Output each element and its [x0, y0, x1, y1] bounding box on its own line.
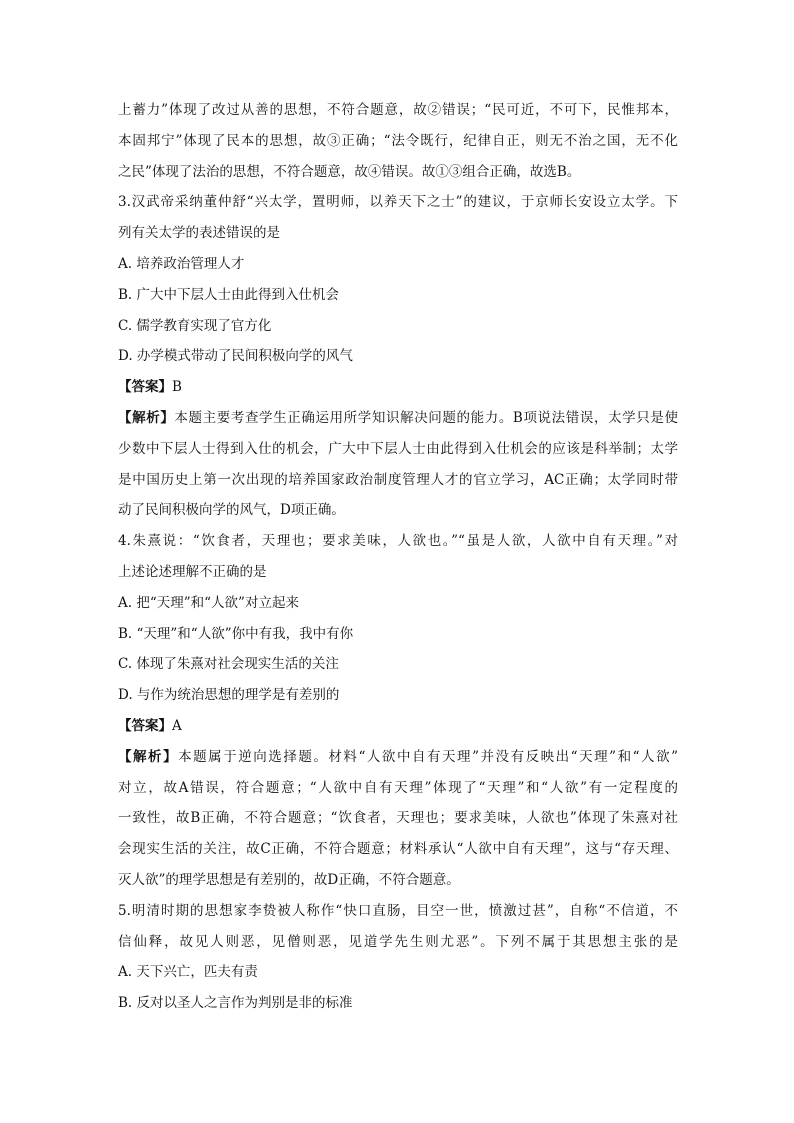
text-line: 是中国历史上第一次出现的培养国家政治制度管理人才的官立学习，AC正确；太学同时带: [118, 471, 678, 488]
option-a: A. 天下兴亡，匹夫有责: [118, 964, 258, 981]
text-line: 少数中下层人士得到入仕的机会，广大中下层人士由此得到入仕机会的应该是科举制；太学: [118, 440, 678, 457]
analysis-line: [118, 403, 678, 434]
text-line: 动了民间积极向学的风气，D项正确。: [118, 502, 345, 519]
option-b: B. 广大中下层人士由此得到入仕机会: [118, 286, 340, 303]
text-line: 一致性，故B正确，不符合题意；“饮食者，天理也；要求美味，人欲也”体现了朱熹对社: [118, 810, 678, 827]
document-body: [118, 95, 678, 1019]
question-4-stem: 4.朱熹说：“饮食者，天理也；要求美味，人欲也。”“虽是人欲，人欲中自有天理。”对: [118, 533, 678, 550]
option-d: D. 与作为统治思想的理学是有差别的: [118, 687, 340, 704]
question-3-stem: 列有关太学的表述错误的是: [118, 225, 280, 242]
text-line: 灭人欲”的理学思想是有差别的，故D正确，不符合题意。: [118, 871, 460, 888]
analysis-tag: 【解析】: [118, 409, 175, 426]
option-b: B. 反对以圣人之言作为判别是非的标准: [118, 995, 353, 1012]
analysis-text: 本题属于逆向选择题。材料“人欲中自有天理”并没有反映出“天理”和“人欲”: [178, 748, 679, 765]
option-c: C. 体现了朱熹对社会现实生活的关注: [118, 656, 339, 673]
answer-line: [118, 372, 678, 403]
analysis-line: [118, 742, 678, 773]
question-5-stem: 5.明清时期的思想家李贽被人称作“快口直肠，目空一世，愤激过甚”，自称“不信道，不: [118, 902, 678, 919]
question-3-stem: 3.汉武帝采纳董仲舒“兴太学，置明师，以养天下之士”的建议，于京师长安设立太学。下: [118, 194, 678, 211]
question-4-stem: 上述论述理解不正确的是: [118, 563, 267, 580]
answer-value: B: [172, 379, 182, 396]
text-line: 上蓄力”体现了改过从善的思想，不符合题意，故②错误；“民可近，不可下，民惟邦本，: [118, 102, 678, 118]
option-d: D. 办学模式带动了民间积极向学的风气: [118, 348, 353, 365]
text-line: 会现实生活的关注，故C正确，不符合题意；材料承认“人欲中自有天理”，这与“存天理、: [118, 841, 678, 858]
text-line: 对立，故A错误，符合题意；“人欲中自有天理”体现了“天理”和“人欲”有一定程度的: [118, 779, 678, 796]
answer-value: A: [172, 717, 182, 734]
option-a: A. 培养政治管理人才: [118, 255, 245, 272]
answer-line: [118, 711, 678, 742]
text-line: 之民”体现了法治的思想，不符合题意，故④错误。故①③组合正确，故选B。: [118, 163, 581, 180]
answer-tag: 【答案】: [118, 379, 172, 396]
analysis-text: 本题主要考查学生正确运用所学知识解决问题的能力。B项说法错误，太学只是使: [174, 409, 679, 426]
answer-tag: 【答案】: [118, 717, 172, 734]
question-5-stem: 信仙释，故见人则恶，见僧则恶，见道学先生则尤恶”。下列不属于其思想主张的是: [118, 933, 678, 950]
text-line: 本固邦宁”体现了民本的思想，故③正确；“法令既行，纪律自正，则无不治之国，无不化: [118, 132, 678, 149]
analysis-tag: 【解析】: [118, 748, 179, 765]
option-a: A. 把“天理”和“人欲”对立起来: [118, 594, 299, 611]
option-b: B. “天理”和“人欲”你中有我，我中有你: [118, 625, 354, 642]
option-c: C. 儒学教育实现了官方化: [118, 317, 272, 334]
